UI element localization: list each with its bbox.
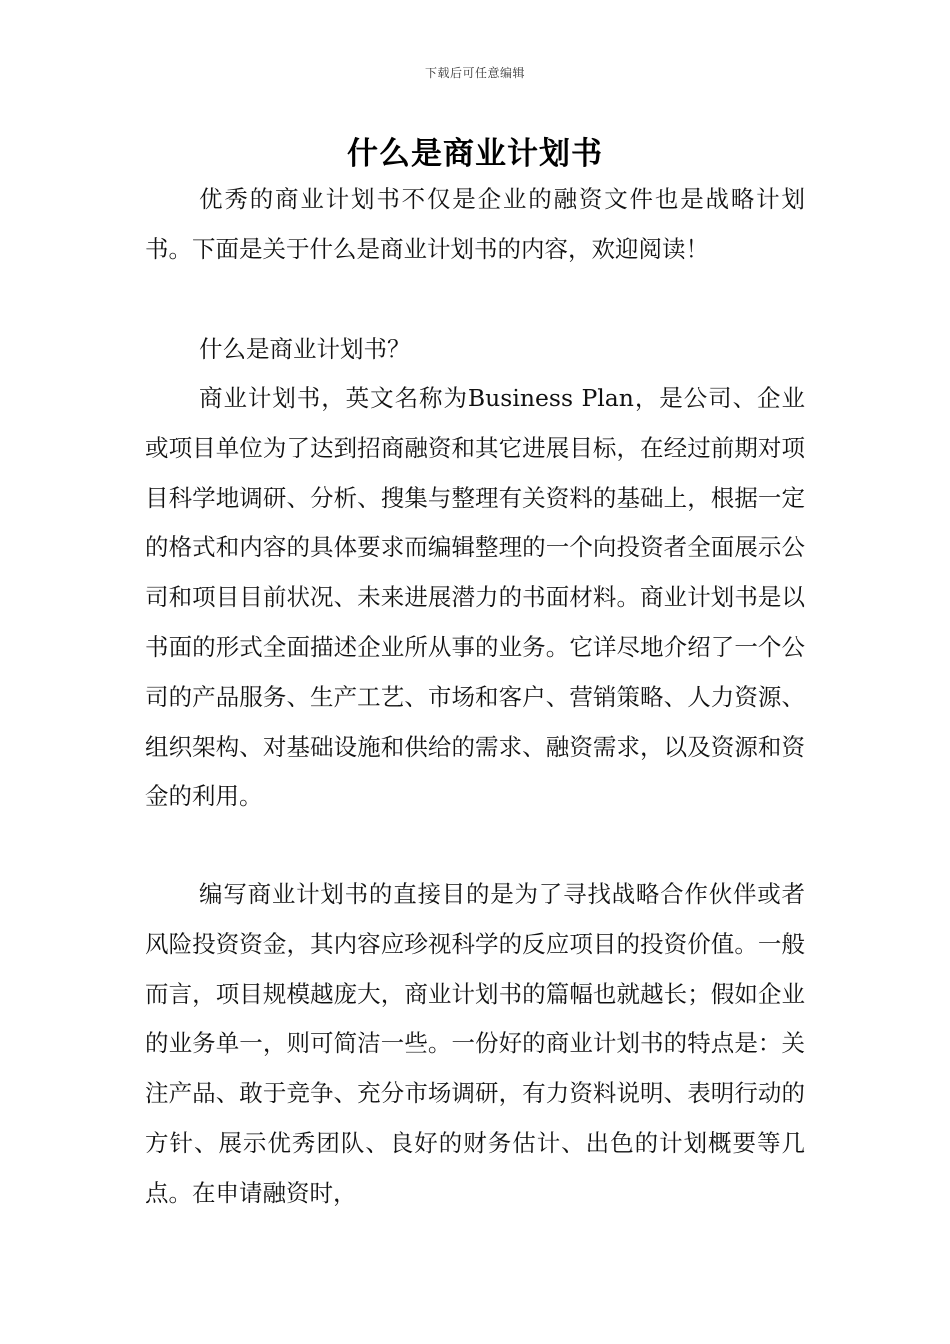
intro-paragraph: 优秀的商业计划书不仅是企业的融资文件也是战略计划书。下面是关于什么是商业计划书的内容，欢迎阅读！ [145, 185, 805, 263]
question-heading: 什么是商业计划书？ [199, 335, 411, 363]
paragraph-2-section [145, 870, 805, 1219]
paragraph-1: 商业计划书，英文名称为Business Plan，是公司、企业或项目单位为了达到招商融资和其它进展目标，在经过前期对项目科学地调研、分析、搜集与整理有关资料的基础上，根据一定的格式和内容的具体要求而编辑整理的一个向投资者全面展示公司和项目目前状况、未来进展潜力的书面材料。商业计划书是以书面的形式全面描述企业所从事的业务。它详尽地介绍了一个公司的产品服务、生产工艺、市场和客户、营销策略、人力资源、组织架构、对基础设施和供给的需求、融资需求，以及资源和资金的利用。 [145, 384, 805, 811]
paragraph-2: 编写商业计划书的直接目的是为了寻找战略合作伙伴或者风险投资资金，其内容应珍视科学的反应项目的投资价值。一般而言，项目规模越庞大，商业计划书的篇幅也就越长；假如企业的业务单一，则可简洁一些。一份好的商业计划书的特点是：关注产品、敢于竞争、充分市场调研，有力资料说明、表明行动的方针、展示优秀团队、良好的财务估计、出色的计划概要等几点。在申请融资时， [145, 880, 805, 1207]
paragraph-1-section [145, 374, 805, 822]
header-note: 下载后可任意编辑 [424, 66, 525, 80]
document-title: 什么是商业计划书 [347, 136, 603, 172]
intro-section [145, 175, 805, 275]
question-section [145, 325, 805, 375]
